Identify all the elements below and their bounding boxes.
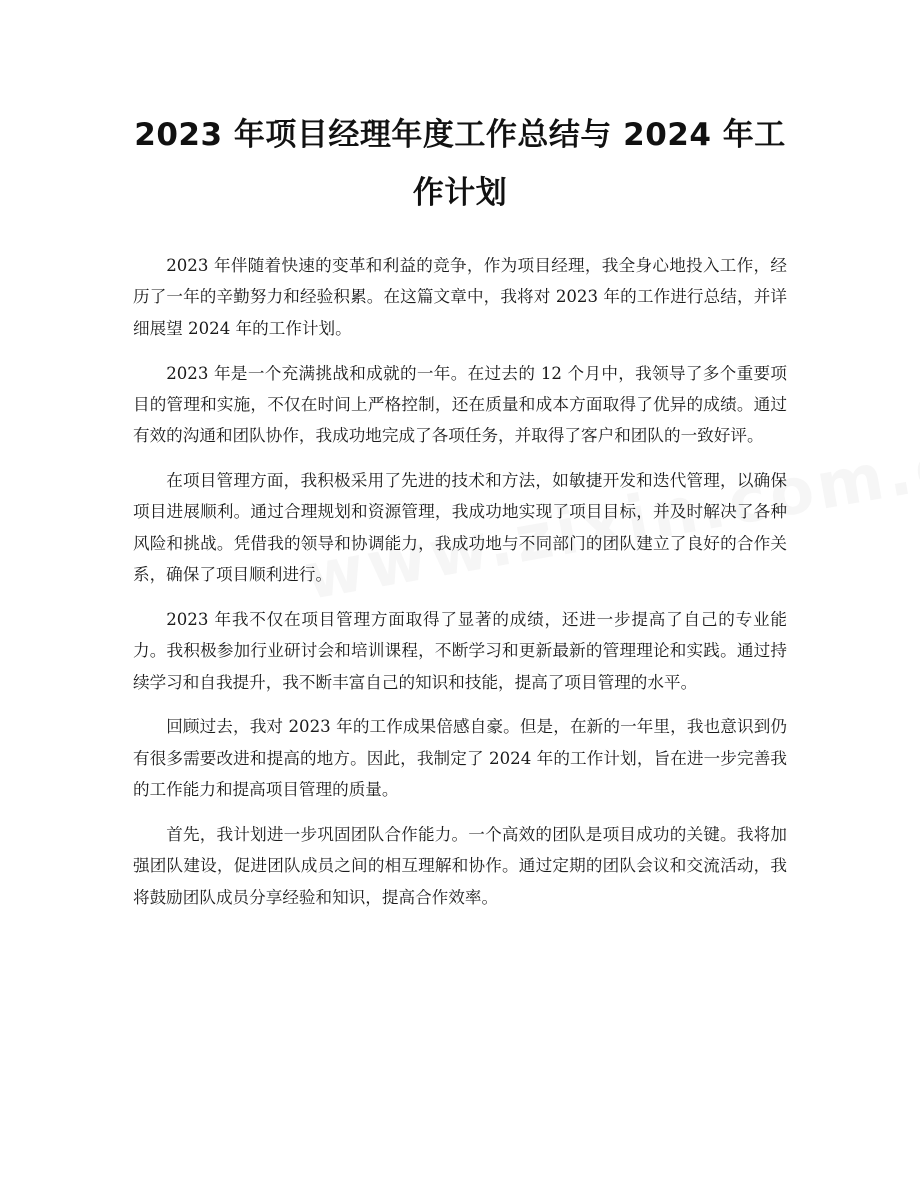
paragraph-1: 2023 年伴随着快速的变革和利益的竞争，作为项目经理，我全身心地投入工作，经历了一年的辛勤努力和经验积累。在这篇文章中，我将对 2023 年的工作进行总结，并详细展望 2024 年的工作计划。 — [133, 256, 787, 338]
paragraph-6: 首先，我计划进一步巩固团队合作能力。一个高效的团队是项目成功的关键。我将加强团队建设，促进团队成员之间的相互理解和协作。通过定期的团队会议和交流活动，我将鼓励团队成员分享经验和知识，提高合作效率。 — [133, 824, 787, 907]
paragraph-3: 在项目管理方面，我积极采用了先进的技术和方法，如敏捷开发和迭代管理，以确保项目进展顺利。通过合理规划和资源管理，我成功地实现了项目目标，并及时解决了各种风险和挑战。凭借我的领导和协调能力，我成功地与不同部门的团队建立了良好的合作关系，确保了项目顺利进行。 — [133, 471, 787, 585]
paragraph-4: 2023 年我不仅在项目管理方面取得了显著的成绩，还进一步提高了自己的专业能力。我积极参加行业研讨会和培训课程，不断学习和更新最新的管理理论和实践。通过持续学习和自我提升，我不断丰富自己的知识和技能，提高了项目管理的水平。 — [133, 609, 787, 692]
paragraph-2: 2023 年是一个充满挑战和成就的一年。在过去的 12 个月中，我领导了多个重要项目的管理和实施，不仅在时间上严格控制，还在质量和成本方面取得了优异的成绩。通过有效的沟通和团队协作，我成功地完成了各项任务，并取得了客户和团队的一致好评。 — [133, 363, 787, 446]
paragraph-5: 回顾过去，我对 2023 年的工作成果倍感自豪。但是，在新的一年里，我也意识到仍有很多需要改进和提高的地方。因此，我制定了 2024 年的工作计划，旨在进一步完善我的工作能力和提高项目管理的质量。 — [133, 717, 787, 800]
document-body — [133, 250, 787, 927]
document-title: 2023 年项目经理年度工作总结与 2024 年工作计划 — [134, 117, 786, 211]
